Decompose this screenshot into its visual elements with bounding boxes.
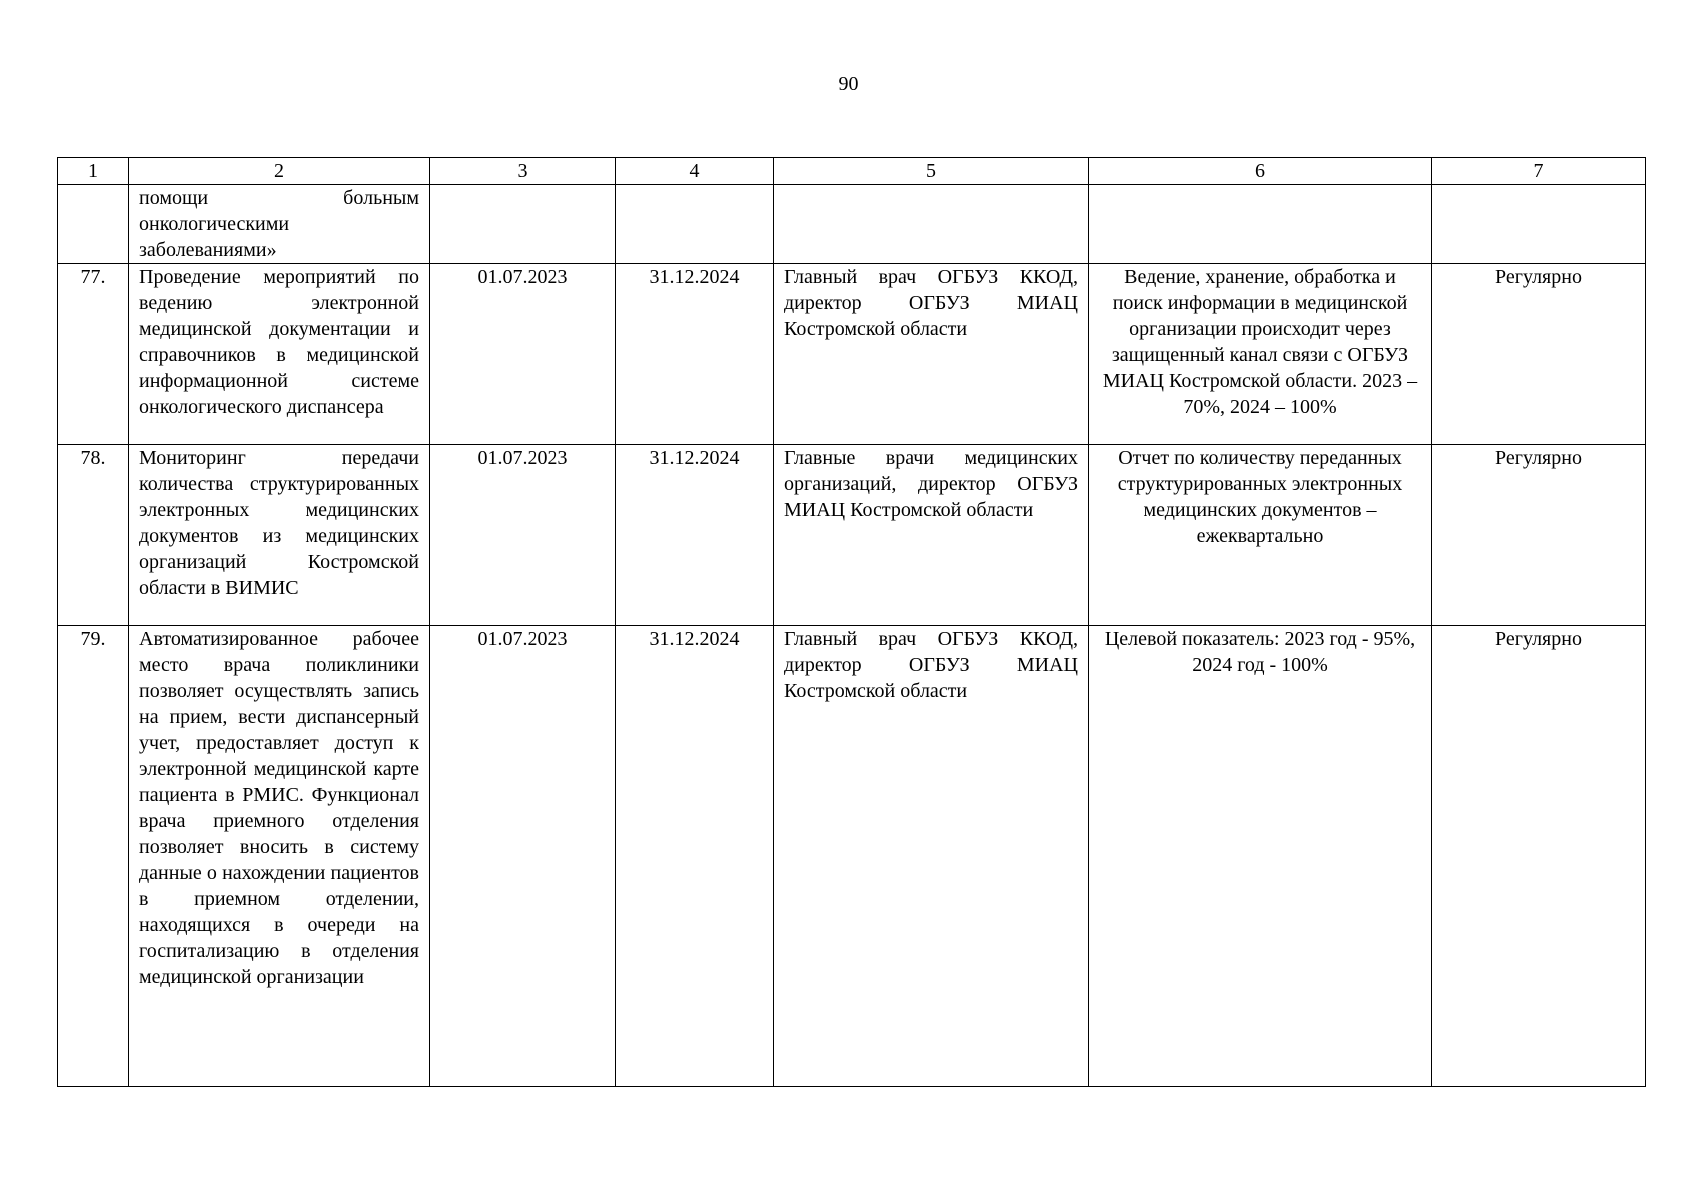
- frequency-cell: Регулярно: [1432, 626, 1646, 1087]
- start-date-cell: 01.07.2023: [430, 626, 616, 1087]
- frequency-cell: [1432, 185, 1646, 264]
- responsible-cell: [774, 185, 1089, 264]
- end-date-cell: 31.12.2024: [616, 626, 774, 1087]
- result-cell: [1089, 185, 1432, 264]
- column-header-2: 2: [129, 158, 430, 185]
- column-header-4: 4: [616, 158, 774, 185]
- column-header-3: 3: [430, 158, 616, 185]
- column-header-1: 1: [58, 158, 129, 185]
- end-date-cell: 31.12.2024: [616, 445, 774, 626]
- responsible-cell: Главный врач ОГБУЗ ККОД, директор ОГБУЗ МИАЦ Костромской области: [774, 264, 1089, 445]
- row-number-cell: 77.: [58, 264, 129, 445]
- result-cell: Отчет по количеству переданных структурированных электронных медицинских документов – ежеквартально: [1089, 445, 1432, 626]
- table-row-continuation: [58, 185, 1646, 264]
- start-date-cell: [430, 185, 616, 264]
- responsible-cell: Главные врачи медицинских организаций, директор ОГБУЗ МИАЦ Костромской области: [774, 445, 1089, 626]
- header-row: [58, 158, 1646, 185]
- activity-name-cell: помощи больным онкологическими заболеваниями»: [129, 185, 430, 264]
- row-number-cell: 79.: [58, 626, 129, 1087]
- page-number: 90: [838, 73, 859, 95]
- start-date-cell: 01.07.2023: [430, 445, 616, 626]
- end-date-cell: 31.12.2024: [616, 264, 774, 445]
- column-header-5: 5: [774, 158, 1089, 185]
- table-row: [58, 626, 1646, 1087]
- row-number-cell: [58, 185, 129, 264]
- table-row: [58, 264, 1646, 445]
- column-header-6: 6: [1089, 158, 1432, 185]
- responsible-cell: Главный врач ОГБУЗ ККОД, директор ОГБУЗ МИАЦ Костромской области: [774, 626, 1089, 1087]
- end-date-cell: [616, 185, 774, 264]
- activities-table: [57, 157, 1646, 1087]
- activity-name-cell: Автоматизированное рабочее место врача поликлиники позволяет осуществлять запись на прием, вести диспансерный учет, предоставляет доступ к электронной медицинской карте пациента в РМИС. Функционал врача приемного отделения позволяет вносить в систему данные о нахождении пациентов в приемном отделении, находящихся в очереди на госпитализацию в отделения медицинской организации: [129, 626, 430, 1087]
- frequency-cell: Регулярно: [1432, 445, 1646, 626]
- column-header-7: 7: [1432, 158, 1646, 185]
- activity-name-cell: Проведение мероприятий по ведению электронной медицинской документации и справочников в медицинской информационной системе онкологического диспансера: [129, 264, 430, 445]
- start-date-cell: 01.07.2023: [430, 264, 616, 445]
- row-number-cell: 78.: [58, 445, 129, 626]
- result-cell: Целевой показатель: 2023 год - 95%, 2024 год - 100%: [1089, 626, 1432, 1087]
- table-row: [58, 445, 1646, 626]
- frequency-cell: Регулярно: [1432, 264, 1646, 445]
- result-cell: Ведение, хранение, обработка и поиск информации в медицинской организации происходит через защищенный канал связи с ОГБУЗ МИАЦ Костромской области. 2023 – 70%, 2024 – 100%: [1089, 264, 1432, 445]
- activity-name-cell: Мониторинг передачи количества структурированных электронных медицинских документов из медицинских организаций Костромской области в ВИМИС: [129, 445, 430, 626]
